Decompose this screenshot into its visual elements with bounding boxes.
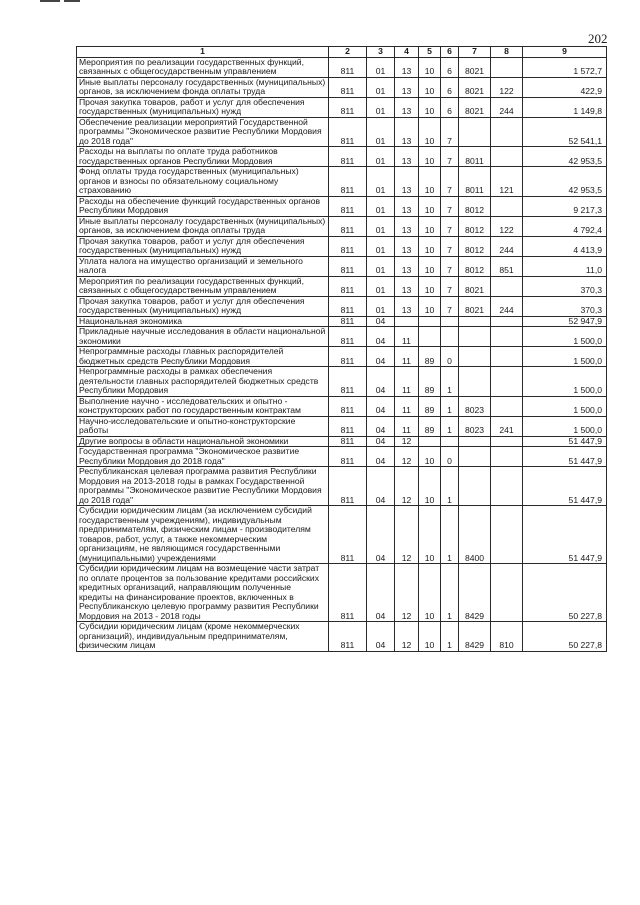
subprogram-code-cell: 7 [441, 167, 459, 197]
program-code-cell [419, 316, 441, 327]
item-name-cell: Мероприятия по реализации государственных функций, связанных с общегосударственным управлением [77, 57, 329, 77]
amount-cell: 52 947,9 [523, 316, 607, 327]
item-name-cell: Обеспечение реализации мероприятий Государственной программы "Экономическое развитие Республики Мордовия до 2018 года" [77, 117, 329, 147]
subprogram-code-cell: 1 [441, 506, 459, 564]
ministry-code-cell: 811 [329, 97, 367, 117]
ministry-code-cell: 811 [329, 622, 367, 652]
table-row [77, 77, 607, 97]
ministry-code-cell: 811 [329, 216, 367, 236]
subsection-code-cell: 13 [395, 167, 419, 197]
target-article-code-cell [459, 327, 491, 347]
expense-type-code-cell [491, 436, 523, 447]
subprogram-code-cell: 1 [441, 416, 459, 436]
program-code-cell: 89 [419, 367, 441, 397]
subsection-code-cell: 13 [395, 196, 419, 216]
ministry-code-cell: 811 [329, 506, 367, 564]
amount-cell: 1 572,7 [523, 57, 607, 77]
subsection-code-cell: 11 [395, 347, 419, 367]
subsection-code-cell: 12 [395, 506, 419, 564]
column-header: 6 [441, 47, 459, 58]
section-code-cell: 04 [367, 347, 395, 367]
subsection-code-cell: 11 [395, 327, 419, 347]
item-name-cell: Выполнение научно - исследовательских и опытно - конструкторских работ по государственным контрактам [77, 396, 329, 416]
program-code-cell: 10 [419, 167, 441, 197]
subsection-code-cell: 12 [395, 622, 419, 652]
amount-cell: 42 953,5 [523, 167, 607, 197]
item-name-cell: Иные выплаты персоналу государственных (муниципальных) органов, за исключением фонда оплаты труда [77, 216, 329, 236]
target-article-code-cell: 8021 [459, 57, 491, 77]
expense-type-code-cell [491, 196, 523, 216]
section-code-cell: 01 [367, 117, 395, 147]
item-name-cell: Иные выплаты персоналу государственных (муниципальных) органов, за исключением фонда оплаты труда [77, 77, 329, 97]
target-article-code-cell: 8012 [459, 256, 491, 276]
table-row [77, 447, 607, 467]
expense-type-code-cell [491, 564, 523, 622]
item-name-cell: Субсидии юридическим лицам (за исключением субсидий государственным учреждениям), индивидуальным предпринимателям, физическим лицам - производителям товаров, работ, услуг, а также некоммерческим организациям, не являющимся государственными (муниципальными) учреждениями [77, 506, 329, 564]
expense-type-code-cell [491, 467, 523, 506]
amount-cell: 370,3 [523, 296, 607, 316]
program-code-cell: 10 [419, 97, 441, 117]
section-code-cell: 04 [367, 447, 395, 467]
ministry-code-cell: 811 [329, 467, 367, 506]
section-code-cell: 04 [367, 327, 395, 347]
item-name-cell: Расходы на обеспечение функций государственных органов Республики Мордовия [77, 196, 329, 216]
program-code-cell: 10 [419, 216, 441, 236]
budget-table [76, 46, 607, 652]
ministry-code-cell: 811 [329, 296, 367, 316]
target-article-code-cell: 8012 [459, 196, 491, 216]
expense-type-code-cell [491, 276, 523, 296]
item-name-cell: Научно-исследовательские и опытно-конструкторские работы [77, 416, 329, 436]
program-code-cell [419, 436, 441, 447]
subprogram-code-cell [441, 327, 459, 347]
ministry-code-cell: 811 [329, 117, 367, 147]
item-name-cell: Субсидии юридическим лицам (кроме некоммерческих организаций), индивидуальным предпринимателям, физическим лицам [77, 622, 329, 652]
section-code-cell: 04 [367, 436, 395, 447]
target-article-code-cell [459, 447, 491, 467]
expense-type-code-cell [491, 506, 523, 564]
ministry-code-cell: 811 [329, 416, 367, 436]
expense-type-code-cell [491, 396, 523, 416]
item-name-cell: Прикладные научные исследования в области национальной экономики [77, 327, 329, 347]
subprogram-code-cell: 7 [441, 296, 459, 316]
program-code-cell: 10 [419, 296, 441, 316]
table-row [77, 147, 607, 167]
table-row [77, 196, 607, 216]
column-header: 3 [367, 47, 395, 58]
subsection-code-cell: 12 [395, 564, 419, 622]
table-row [77, 564, 607, 622]
section-code-cell: 01 [367, 57, 395, 77]
amount-cell: 9 217,3 [523, 196, 607, 216]
scan-mark [64, 0, 80, 2]
expense-type-code-cell: 122 [491, 216, 523, 236]
subprogram-code-cell: 0 [441, 447, 459, 467]
expense-type-code-cell: 810 [491, 622, 523, 652]
ministry-code-cell: 811 [329, 436, 367, 447]
target-article-code-cell: 8021 [459, 97, 491, 117]
ministry-code-cell: 811 [329, 396, 367, 416]
subprogram-code-cell: 6 [441, 57, 459, 77]
column-header: 4 [395, 47, 419, 58]
ministry-code-cell: 811 [329, 57, 367, 77]
item-name-cell: Расходы на выплаты по оплате труда работников государственных органов Республики Мордовия [77, 147, 329, 167]
section-code-cell: 04 [367, 467, 395, 506]
program-code-cell [419, 327, 441, 347]
ministry-code-cell: 811 [329, 564, 367, 622]
subprogram-code-cell: 1 [441, 564, 459, 622]
subsection-code-cell: 13 [395, 117, 419, 147]
target-article-code-cell [459, 436, 491, 447]
program-code-cell: 10 [419, 276, 441, 296]
expense-type-code-cell [491, 327, 523, 347]
table-row [77, 467, 607, 506]
program-code-cell: 10 [419, 77, 441, 97]
subprogram-code-cell: 1 [441, 622, 459, 652]
target-article-code-cell: 8400 [459, 506, 491, 564]
program-code-cell: 10 [419, 57, 441, 77]
page-number: 202 [588, 31, 608, 46]
target-article-code-cell: 8011 [459, 167, 491, 197]
ministry-code-cell: 811 [329, 316, 367, 327]
ministry-code-cell: 811 [329, 327, 367, 347]
amount-cell: 1 500,0 [523, 327, 607, 347]
section-code-cell: 01 [367, 167, 395, 197]
amount-cell: 1 500,0 [523, 396, 607, 416]
amount-cell: 51 447,9 [523, 436, 607, 447]
item-name-cell: Мероприятия по реализации государственных функций, связанных с общегосударственным управлением [77, 276, 329, 296]
item-name-cell: Субсидии юридическим лицам на возмещение части затрат по оплате процентов за пользование кредитами российских кредитных организаций, направляющим полученные кредиты на финансирование проектов, включенных в Республиканскую целевую программу развития Республики Мордовия на 2013 - 2018 годы [77, 564, 329, 622]
target-article-code-cell [459, 347, 491, 367]
amount-cell: 1 500,0 [523, 367, 607, 397]
subprogram-code-cell: 7 [441, 117, 459, 147]
table-row [77, 506, 607, 564]
section-code-cell: 04 [367, 316, 395, 327]
table-row [77, 256, 607, 276]
subsection-code-cell: 11 [395, 396, 419, 416]
ministry-code-cell: 811 [329, 276, 367, 296]
subprogram-code-cell: 7 [441, 216, 459, 236]
amount-cell: 51 447,9 [523, 506, 607, 564]
table-header-row [77, 47, 607, 58]
expense-type-code-cell [491, 447, 523, 467]
section-code-cell: 01 [367, 77, 395, 97]
expense-type-code-cell [491, 117, 523, 147]
section-code-cell: 04 [367, 367, 395, 397]
amount-cell: 42 953,5 [523, 147, 607, 167]
item-name-cell: Прочая закупка товаров, работ и услуг для обеспечения государственных (муниципальных) нужд [77, 296, 329, 316]
amount-cell: 52 541,1 [523, 117, 607, 147]
amount-cell: 51 447,9 [523, 447, 607, 467]
subsection-code-cell: 13 [395, 276, 419, 296]
scan-mark [40, 0, 60, 2]
ministry-code-cell: 811 [329, 347, 367, 367]
target-article-code-cell: 8012 [459, 216, 491, 236]
column-header: 2 [329, 47, 367, 58]
expense-type-code-cell [491, 147, 523, 167]
subprogram-code-cell: 7 [441, 236, 459, 256]
target-article-code-cell [459, 367, 491, 397]
table-row [77, 167, 607, 197]
expense-type-code-cell: 121 [491, 167, 523, 197]
table-row [77, 436, 607, 447]
target-article-code-cell: 8012 [459, 236, 491, 256]
item-name-cell: Непрограммные расходы главных распорядителей бюджетных средств Республики Мордовия [77, 347, 329, 367]
subprogram-code-cell: 7 [441, 256, 459, 276]
column-header: 5 [419, 47, 441, 58]
expense-type-code-cell: 244 [491, 236, 523, 256]
ministry-code-cell: 811 [329, 447, 367, 467]
column-header: 8 [491, 47, 523, 58]
subprogram-code-cell: 6 [441, 77, 459, 97]
section-code-cell: 01 [367, 236, 395, 256]
section-code-cell: 04 [367, 416, 395, 436]
amount-cell: 422,9 [523, 77, 607, 97]
item-name-cell: Национальная экономика [77, 316, 329, 327]
subsection-code-cell: 11 [395, 416, 419, 436]
subsection-code-cell: 13 [395, 216, 419, 236]
program-code-cell: 10 [419, 467, 441, 506]
subsection-code-cell: 13 [395, 147, 419, 167]
table-row [77, 296, 607, 316]
subsection-code-cell: 13 [395, 77, 419, 97]
table-row [77, 316, 607, 327]
item-name-cell: Государственная программа "Экономическое развитие Республики Мордовия до 2018 года" [77, 447, 329, 467]
section-code-cell: 01 [367, 147, 395, 167]
table-row [77, 236, 607, 256]
target-article-code-cell: 8021 [459, 276, 491, 296]
subsection-code-cell: 13 [395, 256, 419, 276]
subprogram-code-cell: 7 [441, 276, 459, 296]
column-header: 9 [523, 47, 607, 58]
section-code-cell: 01 [367, 97, 395, 117]
section-code-cell: 04 [367, 622, 395, 652]
table-row [77, 97, 607, 117]
target-article-code-cell: 8023 [459, 396, 491, 416]
item-name-cell: Уплата налога на имущество организаций и земельного налога [77, 256, 329, 276]
table-row [77, 117, 607, 147]
program-code-cell: 10 [419, 506, 441, 564]
target-article-code-cell [459, 117, 491, 147]
table-row [77, 216, 607, 236]
target-article-code-cell: 8021 [459, 77, 491, 97]
amount-cell: 51 447,9 [523, 467, 607, 506]
amount-cell: 4 413,9 [523, 236, 607, 256]
subsection-code-cell: 11 [395, 367, 419, 397]
program-code-cell: 10 [419, 147, 441, 167]
item-name-cell: Другие вопросы в области национальной экономики [77, 436, 329, 447]
table-row [77, 57, 607, 77]
table-row [77, 347, 607, 367]
table-row [77, 367, 607, 397]
subsection-code-cell: 12 [395, 467, 419, 506]
program-code-cell: 10 [419, 564, 441, 622]
ministry-code-cell: 811 [329, 147, 367, 167]
amount-cell: 11,0 [523, 256, 607, 276]
table-row [77, 327, 607, 347]
expense-type-code-cell: 244 [491, 296, 523, 316]
table-row [77, 396, 607, 416]
section-code-cell: 01 [367, 256, 395, 276]
ministry-code-cell: 811 [329, 77, 367, 97]
subsection-code-cell: 13 [395, 236, 419, 256]
amount-cell: 1 500,0 [523, 416, 607, 436]
program-code-cell: 10 [419, 447, 441, 467]
section-code-cell: 04 [367, 564, 395, 622]
subprogram-code-cell: 0 [441, 347, 459, 367]
table-row [77, 276, 607, 296]
item-name-cell: Непрограммные расходы в рамках обеспечения деятельности главных распорядителей бюджетных средств Республики Мордовия [77, 367, 329, 397]
target-article-code-cell [459, 467, 491, 506]
subsection-code-cell: 13 [395, 57, 419, 77]
target-article-code-cell: 8023 [459, 416, 491, 436]
subsection-code-cell: 12 [395, 436, 419, 447]
ministry-code-cell: 811 [329, 256, 367, 276]
section-code-cell: 01 [367, 296, 395, 316]
program-code-cell: 10 [419, 196, 441, 216]
subprogram-code-cell [441, 436, 459, 447]
amount-cell: 1 500,0 [523, 347, 607, 367]
amount-cell: 1 149,8 [523, 97, 607, 117]
item-name-cell: Фонд оплаты труда государственных (муниципальных) органов и взносы по обязательному социальному страхованию [77, 167, 329, 197]
target-article-code-cell: 8021 [459, 296, 491, 316]
program-code-cell: 89 [419, 347, 441, 367]
section-code-cell: 01 [367, 216, 395, 236]
ministry-code-cell: 811 [329, 167, 367, 197]
program-code-cell: 10 [419, 117, 441, 147]
ministry-code-cell: 811 [329, 196, 367, 216]
subsection-code-cell: 13 [395, 296, 419, 316]
subprogram-code-cell: 1 [441, 367, 459, 397]
item-name-cell: Прочая закупка товаров, работ и услуг для обеспечения государственных (муниципальных) нужд [77, 236, 329, 256]
column-header: 1 [77, 47, 329, 58]
expense-type-code-cell: 122 [491, 77, 523, 97]
program-code-cell: 89 [419, 396, 441, 416]
item-name-cell: Прочая закупка товаров, работ и услуг для обеспечения государственных (муниципальных) нужд [77, 97, 329, 117]
target-article-code-cell: 8429 [459, 622, 491, 652]
expense-type-code-cell [491, 57, 523, 77]
subsection-code-cell: 13 [395, 97, 419, 117]
item-name-cell: Республиканская целевая программа развития Республики Мордовия на 2013-2018 годы в рамках Государственной программы "Экономическое развитие Республики Мордовия до 2018 года" [77, 467, 329, 506]
subsection-code-cell [395, 316, 419, 327]
subprogram-code-cell: 7 [441, 196, 459, 216]
subsection-code-cell: 12 [395, 447, 419, 467]
ministry-code-cell: 811 [329, 236, 367, 256]
target-article-code-cell: 8429 [459, 564, 491, 622]
subprogram-code-cell: 1 [441, 467, 459, 506]
program-code-cell: 89 [419, 416, 441, 436]
amount-cell: 4 792,4 [523, 216, 607, 236]
section-code-cell: 04 [367, 396, 395, 416]
subprogram-code-cell: 1 [441, 396, 459, 416]
amount-cell: 50 227,8 [523, 564, 607, 622]
ministry-code-cell: 811 [329, 367, 367, 397]
program-code-cell: 10 [419, 256, 441, 276]
amount-cell: 50 227,8 [523, 622, 607, 652]
expense-type-code-cell: 241 [491, 416, 523, 436]
expense-type-code-cell: 851 [491, 256, 523, 276]
table-row [77, 416, 607, 436]
expense-type-code-cell [491, 367, 523, 397]
program-code-cell: 10 [419, 622, 441, 652]
subprogram-code-cell [441, 316, 459, 327]
section-code-cell: 04 [367, 506, 395, 564]
target-article-code-cell [459, 316, 491, 327]
expense-type-code-cell: 244 [491, 97, 523, 117]
table-row [77, 622, 607, 652]
expense-type-code-cell [491, 347, 523, 367]
column-header: 7 [459, 47, 491, 58]
section-code-cell: 01 [367, 196, 395, 216]
expense-type-code-cell [491, 316, 523, 327]
program-code-cell: 10 [419, 236, 441, 256]
subprogram-code-cell: 7 [441, 147, 459, 167]
section-code-cell: 01 [367, 276, 395, 296]
table-body [77, 57, 607, 651]
target-article-code-cell: 8011 [459, 147, 491, 167]
subprogram-code-cell: 6 [441, 97, 459, 117]
amount-cell: 370,3 [523, 276, 607, 296]
